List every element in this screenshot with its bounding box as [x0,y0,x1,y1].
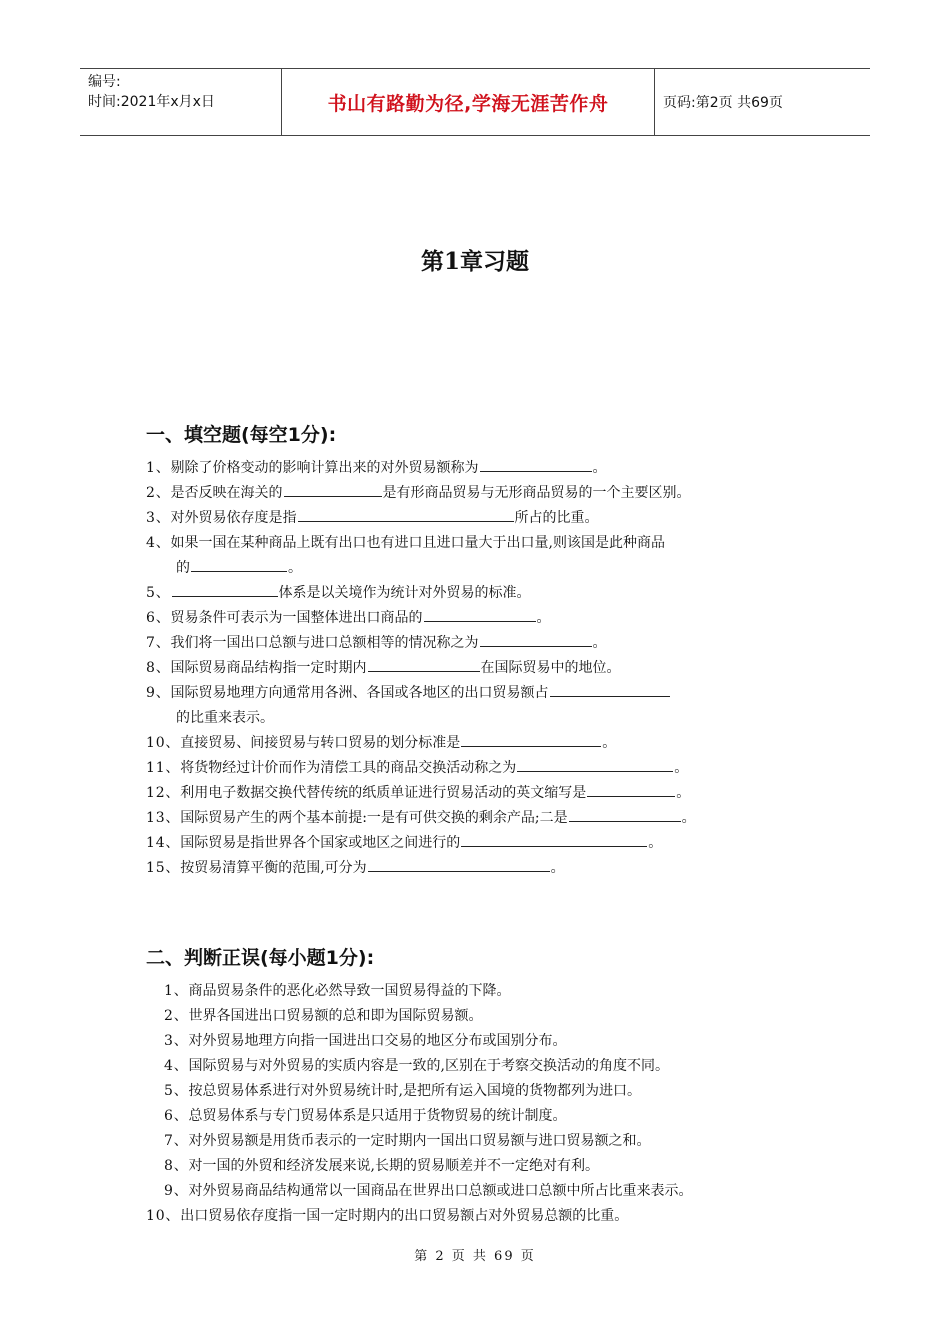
section-heading-fill-blank: 一、填空题(每空1分): [146,424,337,446]
section-heading-true-false: 二、判断正误(每小题1分): [146,947,375,969]
question-text: 国际贸易地理方向通常用各洲、各国或各地区的出口贸易额占 [170,685,549,701]
header-page-info: 页码:第2页 共69页 [663,95,783,111]
question-item [146,631,696,656]
answer-blank [191,556,287,572]
question-number: 6、 [146,610,171,626]
question-text: 剔除了价格变动的影响计算出来的对外贸易额称为 [170,460,479,476]
statement-text: 对外贸易商品结构通常以一国商品在世界出口总额或进口总额中所占比重来表示。 [188,1183,693,1199]
answer-blank [172,581,278,597]
statement-item [146,1054,693,1079]
answer-blank [284,481,382,497]
question-item [146,581,696,606]
question-text: 是否反映在海关的 [170,485,283,501]
statement-item [146,1104,693,1129]
question-item [146,606,696,631]
question-text: 利用电子数据交换代替传统的纸质单证进行贸易活动的英文缩写是 [180,785,587,801]
question-text-after: 。 [592,460,607,476]
question-number: 15、 [146,860,181,876]
question-number: 13、 [146,810,181,826]
statement-number: 2、 [164,1008,189,1024]
question-number: 2、 [146,485,171,501]
statement-text: 对外贸易额是用货币表示的一定时期内一国出口贸易额与进口贸易额之和。 [188,1133,651,1149]
question-text-after: 所占的比重。 [514,510,599,526]
statement-number: 8、 [164,1158,189,1174]
question-text: 的比重来表示。 [176,710,274,726]
fill-blank-list [146,456,696,881]
question-number: 5、 [146,585,171,601]
question-number: 11、 [146,760,181,776]
answer-blank [461,831,647,847]
statement-text: 出口贸易依存度指一国一定时期内的出口贸易额占对外贸易总额的比重。 [180,1208,629,1224]
header-meta [80,69,281,135]
question-number: 9、 [146,685,171,701]
question-text: 的 [176,560,190,576]
statement-text: 对一国的外贸和经济发展来说,长期的贸易顺差并不一定绝对有利。 [188,1158,599,1174]
question-text: 国际贸易产生的两个基本前提:一是有可供交换的剩余产品;二是 [180,810,568,826]
statement-text: 按总贸易体系进行对外贸易统计时,是把所有运入国境的货物都列为进口。 [188,1083,641,1099]
statement-item [146,1204,693,1229]
question-text: 对外贸易依存度是指 [170,510,297,526]
question-text: 贸易条件可表示为一国整体进出口商品的 [170,610,423,626]
question-item [146,531,696,556]
statement-number: 3、 [164,1033,189,1049]
question-number: 1、 [146,460,171,476]
statement-item [146,1129,693,1154]
question-text-after: 。 [288,560,302,576]
question-text: 将货物经过计价而作为清偿工具的商品交换活动称之为 [180,760,517,776]
statement-item [146,1079,693,1104]
question-text: 直接贸易、间接贸易与转口贸易的划分标准是 [180,735,461,751]
answer-blank [480,456,592,472]
answer-blank [368,856,550,872]
question-item [146,806,696,831]
question-text: 国际贸易是指世界各个国家或地区之间进行的 [180,835,461,851]
question-item [146,781,696,806]
question-item [146,456,696,481]
question-text-after: 体系是以关境作为统计对外贸易的标准。 [278,585,531,601]
question-text: 国际贸易商品结构指一定时期内 [170,660,367,676]
answer-blank [550,681,670,697]
answer-blank [424,606,536,622]
statement-text: 商品贸易条件的恶化必然导致一国贸易得益的下降。 [188,983,511,999]
question-text-after: 是有形商品贸易与无形商品贸易的一个主要区别。 [382,485,691,501]
answer-blank [461,731,601,747]
statement-item [146,1004,693,1029]
page-footer: 第 2 页 共 69 页 [414,1249,536,1264]
question-text-after: 。 [550,860,565,876]
header-time: 时间:2021年x月x日 [88,94,215,110]
question-text: 如果一国在某种商品上既有出口也有进口且进口量大于出口量,则该国是此种商品 [170,535,665,551]
question-text-after: 。 [681,810,696,826]
statement-number: 9、 [164,1183,189,1199]
question-number: 3、 [146,510,171,526]
question-number: 14、 [146,835,181,851]
question-item [146,831,696,856]
answer-blank [480,631,592,647]
statement-text: 对外贸易地理方向指一国进出口交易的地区分布或国别分布。 [188,1033,567,1049]
question-text-after: 。 [602,735,617,751]
statement-item [146,1179,693,1204]
answer-blank [517,756,673,772]
answer-blank [368,656,480,672]
statement-number: 1、 [164,983,189,999]
question-item [146,506,696,531]
question-text-after: 。 [592,635,607,651]
question-item-continuation [146,556,696,581]
answer-blank [298,506,514,522]
statement-text: 世界各国进出口贸易额的总和即为国际贸易额。 [188,1008,483,1024]
statement-item [146,979,693,1004]
question-text: 我们将一国出口总额与进口总额相等的情况称之为 [170,635,479,651]
question-number: 4、 [146,535,171,551]
answer-blank [587,781,675,797]
question-number: 12、 [146,785,181,801]
chapter-title: 第1章习题 [420,248,529,275]
question-text-after: 。 [648,835,663,851]
question-item [146,756,696,781]
page-header [80,68,870,136]
question-text-after: 。 [676,785,691,801]
statement-number: 7、 [164,1133,189,1149]
statement-number: 10、 [146,1208,181,1224]
question-item [146,731,696,756]
question-item [146,681,696,706]
question-text-after: 。 [674,760,689,776]
statement-item [146,1029,693,1054]
question-text-after: 。 [536,610,551,626]
question-number: 8、 [146,660,171,676]
question-text: 按贸易清算平衡的范围,可分为 [180,860,367,876]
question-item [146,856,696,881]
question-text-after: 在国际贸易中的地位。 [480,660,621,676]
question-item [146,481,696,506]
header-number: 编号: [88,74,121,90]
statement-item [146,1154,693,1179]
header-motto: 书山有路勤为径,学海无涯苦作舟 [281,69,655,135]
statement-number: 6、 [164,1108,189,1124]
question-item-continuation [146,706,696,731]
statement-text: 国际贸易与对外贸易的实质内容是一致的,区别在于考察交换活动的角度不同。 [188,1058,669,1074]
answer-blank [569,806,681,822]
statement-number: 4、 [164,1058,189,1074]
question-number: 10、 [146,735,181,751]
question-item [146,656,696,681]
question-number: 7、 [146,635,171,651]
true-false-list [146,979,693,1229]
statement-text: 总贸易体系与专门贸易体系是只适用于货物贸易的统计制度。 [188,1108,567,1124]
statement-number: 5、 [164,1083,189,1099]
